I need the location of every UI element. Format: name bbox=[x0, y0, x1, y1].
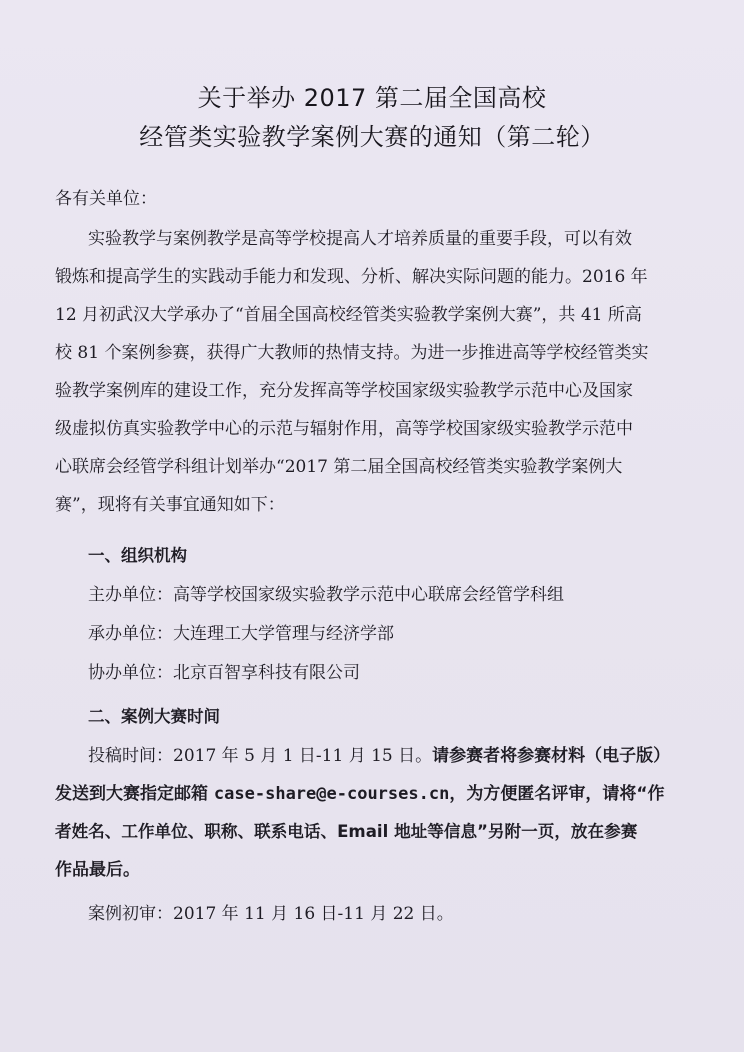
contest-email: case-share@e-courses.cn bbox=[213, 784, 450, 804]
intro-line-4: 校 81 个案例参赛，获得广大教师的热情支持。为进一步推进高等学校经管类实 bbox=[55, 343, 649, 363]
intro-line-8: 赛”，现将有关事宜通知如下： bbox=[55, 495, 285, 515]
intro-line-3: 12 月初武汉大学承办了“首届全国高校经管类实验教学案例大赛”，共 41 所高 bbox=[55, 305, 642, 325]
submission-line-4: 作品最后。 bbox=[55, 860, 140, 880]
intro-line-1: 实验教学与案例教学是高等学校提高人才培养质量的重要手段，可以有效 bbox=[88, 229, 632, 249]
intro-line-7: 心联席会经管学科组计划举办“2017 第二届全国高校经管类实验教学案例大 bbox=[55, 457, 623, 477]
submission-period: 投稿时间：2017 年 5 月 1 日-11 月 15 日。 bbox=[88, 746, 433, 766]
title-line-1: 关于举办 2017 第二届全国高校 bbox=[197, 84, 547, 112]
section2-heading: 二、案例大赛时间 bbox=[88, 707, 220, 726]
review-line: 案例初审：2017 年 11 月 16 日-11 月 22 日。 bbox=[88, 904, 454, 924]
submission-email-prefix: 发送到大赛指定邮箱 bbox=[55, 784, 214, 804]
salutation: 各有关单位： bbox=[55, 189, 157, 209]
submission-line-1 bbox=[88, 745, 670, 767]
organizer-line: 主办单位：高等学校国家级实验教学示范中心联席会经管学科组 bbox=[88, 585, 564, 605]
submission-instruction: 请参赛者将参赛材料（电子版） bbox=[432, 746, 671, 766]
submission-line-3: 者姓名、工作单位、职称、联系电话、Email 地址等信息”另附一页，放在参赛 bbox=[55, 822, 638, 841]
co-organizer-line: 协办单位：北京百智享科技有限公司 bbox=[88, 663, 360, 683]
submission-line-2 bbox=[55, 783, 665, 805]
intro-line-2: 锻炼和提高学生的实践动手能力和发现、分析、解决实际问题的能力。2016 年 bbox=[55, 267, 648, 287]
submission-anon-note: ，为方便匿名评审，请将“作 bbox=[449, 784, 665, 804]
title-line-2: 经管类实验教学案例大赛的通知（第二轮） bbox=[139, 123, 605, 151]
undertaker-line: 承办单位：大连理工大学管理与经济学部 bbox=[88, 624, 394, 644]
intro-line-5: 验教学案例库的建设工作，充分发挥高等学校国家级实验教学示范中心及国家 bbox=[55, 381, 633, 401]
section1-heading: 一、组织机构 bbox=[88, 546, 187, 565]
intro-line-6: 级虚拟仿真实验教学中心的示范与辐射作用，高等学校国家级实验教学示范中 bbox=[55, 419, 633, 439]
